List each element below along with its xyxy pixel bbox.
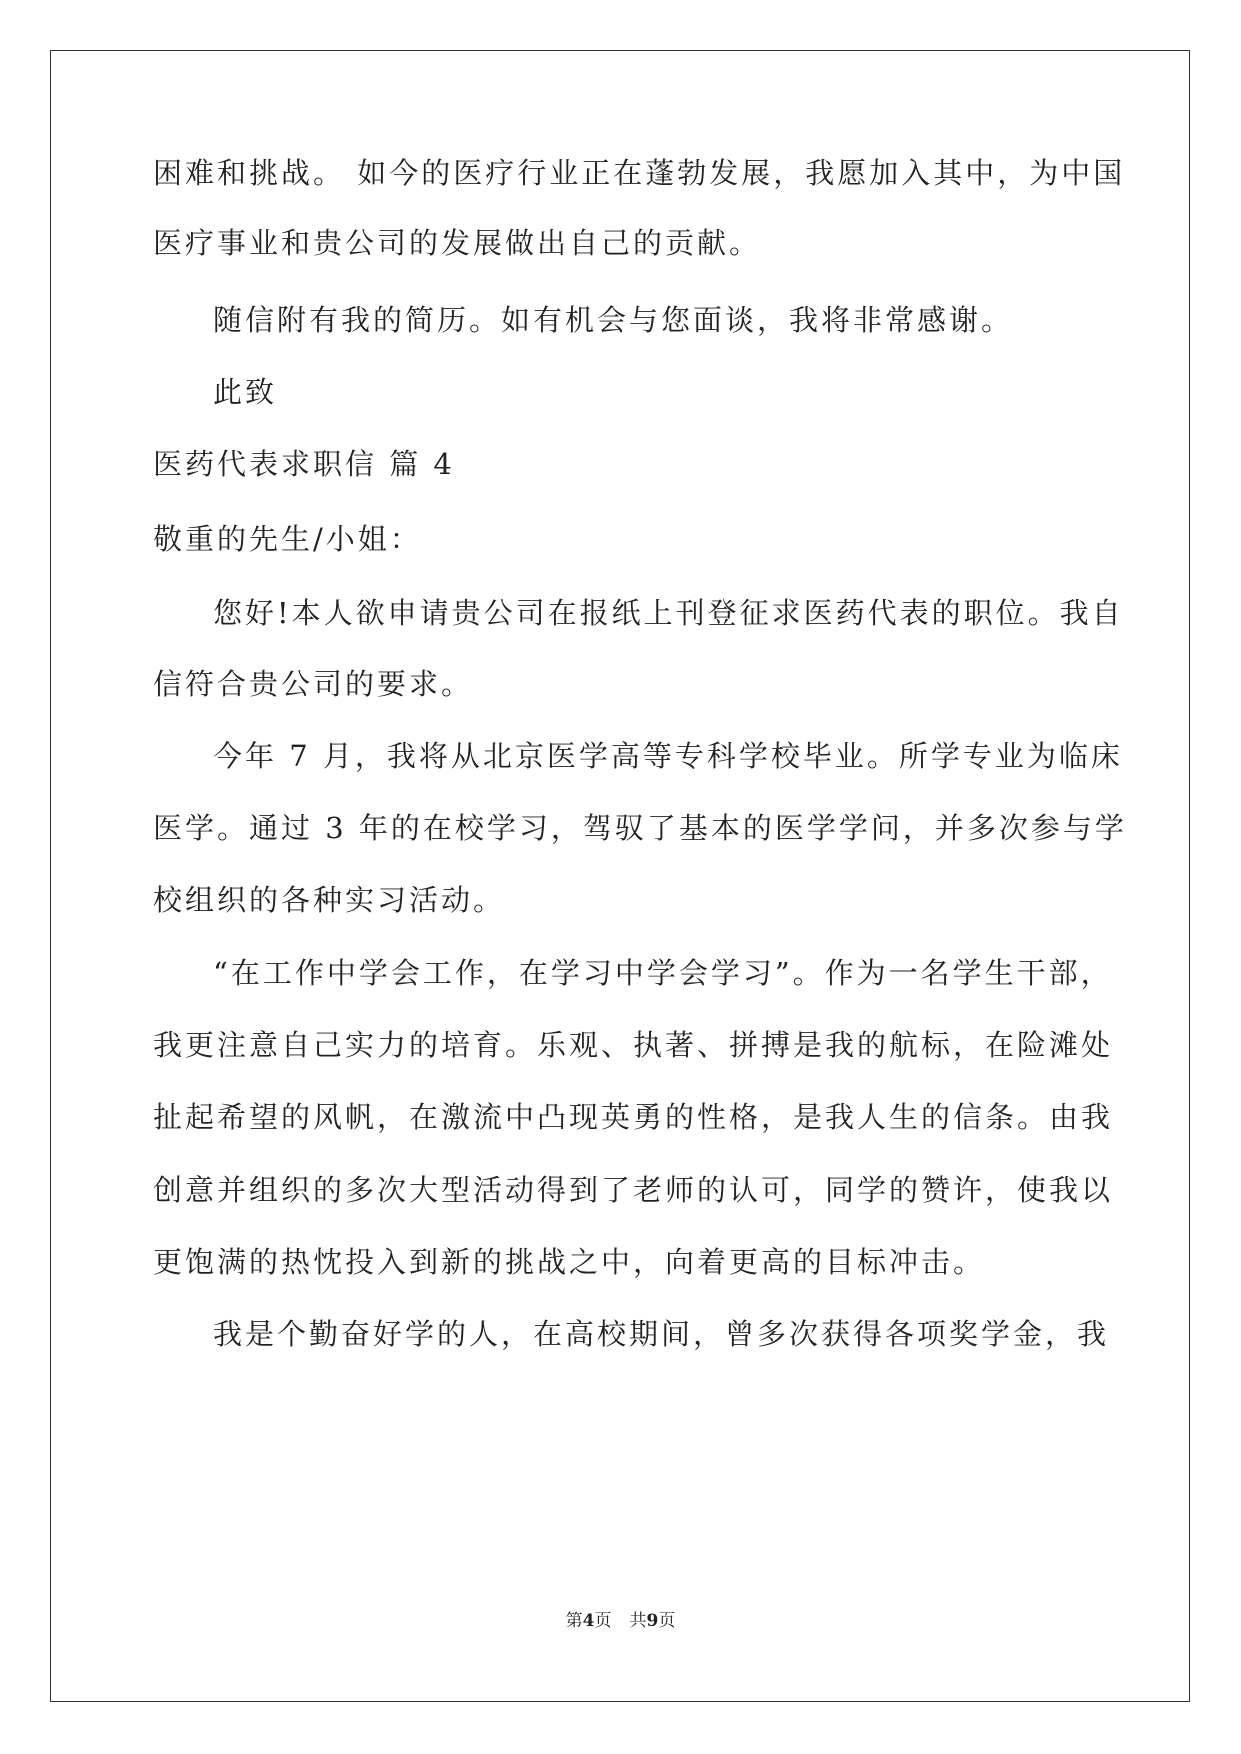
body-text-line: 创意并组织的多次大型活动得到了老师的认可，同学的赞许，使我以 [153,1173,1114,1207]
body-text-line: 医疗事业和贵公司的发展做出自己的贡献。 [153,226,762,260]
body-text-line: 医学。通过 3 年的在校学习，驾驭了基本的医学学问，并多次参与学 [153,811,1127,845]
body-text-line: 扯起希望的风帆，在激流中凸现英勇的性格，是我人生的信条。由我 [153,1100,1114,1134]
body-text-line: 我更注意自己实力的培育。乐观、执著、拼搏是我的航标，在险滩处 [153,1028,1114,1062]
closing-salutation: 此致 [213,375,278,409]
body-text-line: 校组织的各种实习活动。 [153,883,506,917]
body-text-line: 今年 7 月，我将从北京医学高等专科学校毕业。所学专业为临床 [213,739,1123,773]
body-text-line: “在工作中学会工作，在学习中学会学习”。作为一名学生干部， [213,956,1113,990]
body-text-line: 更饱满的热忱投入到新的挑战之中，向着更高的目标冲击。 [153,1245,986,1279]
page-border [50,50,1190,1702]
page-footer [0,1610,1241,1632]
page-prefix: 第 [565,1611,583,1631]
page-total-number: 9 [646,1611,659,1631]
greeting-line: 敬重的先生/小姐： [153,522,422,556]
body-text-line: 信符合贵公司的要求。 [153,667,474,701]
section-heading: 医药代表求职信 篇 4 [153,447,455,481]
page-current-number: 4 [582,1611,595,1631]
total-suffix: 页 [658,1611,676,1631]
total-prefix: 共 [629,1611,647,1631]
page-suffix: 页 [594,1611,612,1631]
body-text-line: 困难和挑战。 如今的医疗行业正在蓬勃发展，我愿加入其中，为中国 [153,156,1126,190]
body-text-line: 您好!本人欲申请贵公司在报纸上刊登征求医药代表的职位。我自 [213,596,1124,630]
body-text-line: 随信附有我的简历。如有机会与您面谈，我将非常感谢。 [213,303,1014,337]
body-text-line: 我是个勤奋好学的人，在高校期间，曾多次获得各项奖学金，我 [213,1317,1110,1351]
